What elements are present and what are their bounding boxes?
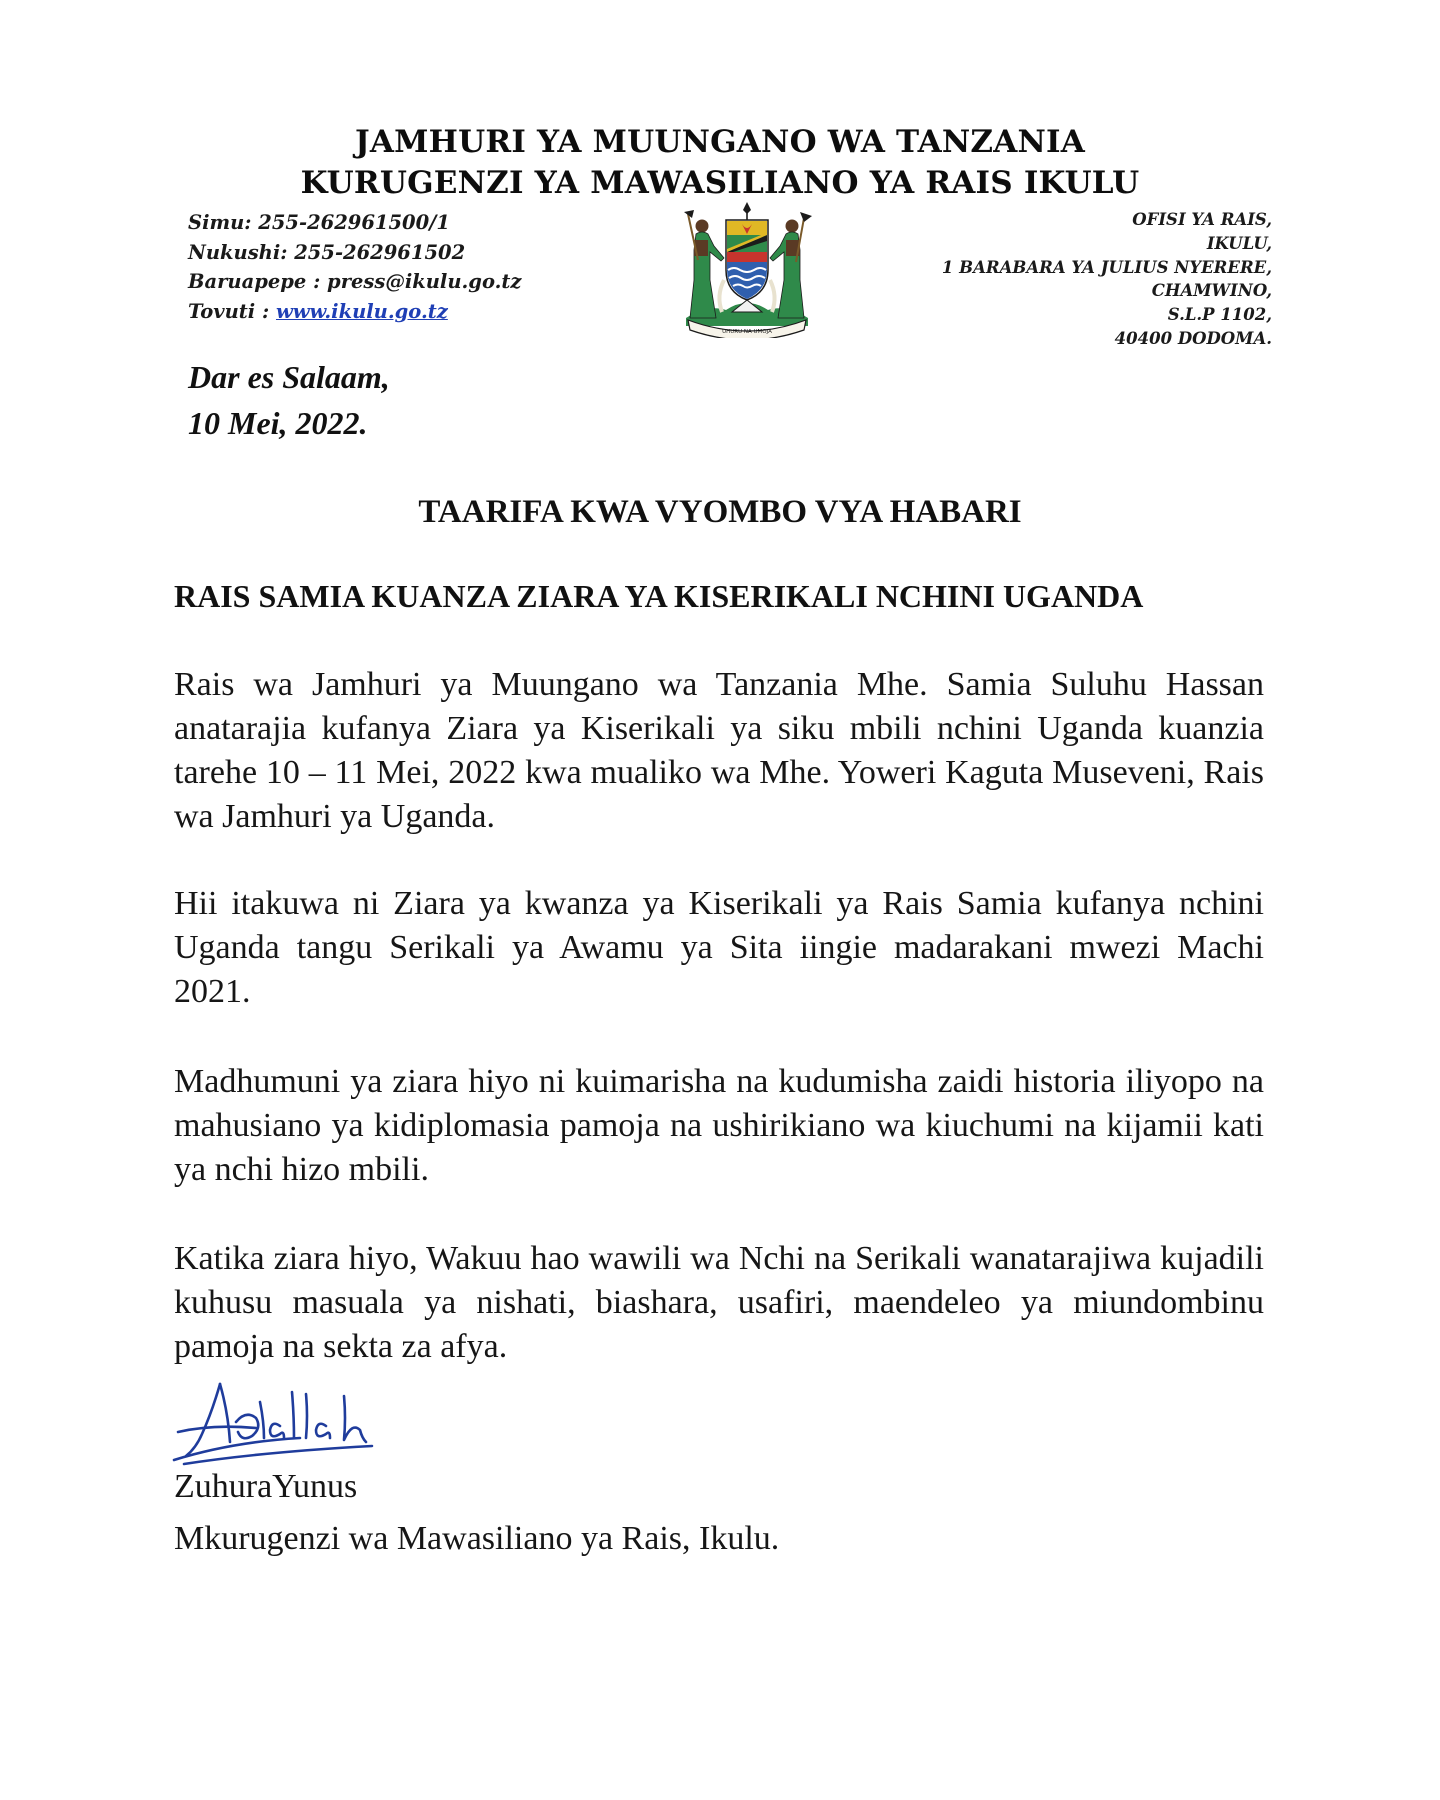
body-paragraph: Rais wa Jamhuri ya Muungano wa Tanzania Mhe. Samia Suluhu Hassan anatarajia kufanya Ziara ya Kiserikali ya siku mbili nchini Uganda kuanzia tarehe 10 – 11 Mei, 2022 kwa mualiko wa Mhe. Yoweri Kaguta Museveni, Rais wa Jamhuri ya Uganda.	[174, 666, 1264, 835]
motto-text: UHURU NA UMOJA	[722, 329, 772, 335]
address-line: IKULU,	[1206, 233, 1272, 253]
fax-number: Nukushi: 255-262961502	[188, 240, 466, 264]
signer-title: Mkurugenzi wa Mawasiliano ya Rais, Ikulu.	[174, 1520, 780, 1557]
contact-block	[188, 208, 521, 326]
website-label: Tovuti :	[188, 299, 276, 323]
date-block	[188, 354, 390, 446]
address-line: S.L.P 1102,	[1167, 305, 1272, 325]
address-line: 1 BARABARA YA JULIUS NYERERE,	[941, 257, 1272, 277]
tanzania-coat-of-arms-icon	[668, 200, 826, 338]
issue-place: Dar es Salaam,	[188, 359, 390, 395]
letterhead-title: JAMHURI YA MUUNGANO WA TANZANIA	[355, 124, 1085, 160]
address-line: 40400 DODOMA.	[1114, 328, 1272, 348]
body-paragraph: Madhumuni ya ziara hiyo ni kuimarisha na kudumisha zaidi historia iliyopo na mahusiano ya kidiplomasia pamoja na ushirikiano wa kiuchumi na kijamii kati ya nchi hizo mbili.	[174, 1063, 1264, 1188]
release-title: TAARIFA KWA VYOMBO VYA HABARI	[418, 494, 1022, 530]
body-paragraph: Hii itakuwa ni Ziara ya kwanza ya Kiserikali ya Rais Samia kufanya nchini Uganda tangu Serikali ya Awamu ya Sita iingie madarakani mwezi Machi 2021.	[174, 885, 1264, 1010]
address-line: OFISI YA RAIS,	[1132, 210, 1272, 229]
release-subtitle: RAIS SAMIA KUANZA ZIARA YA KISERIKALI NCHINI UGANDA	[174, 578, 1144, 614]
issue-date: 10 Mei, 2022.	[188, 405, 368, 441]
body-paragraph: Katika ziara hiyo, Wakuu hao wawili wa Nchi na Serikali wanatarajiwa kujadili kuhusu masuala ya nishati, biashara, usafiri, maendeleo ya miundombinu pamoja na sekta za afya.	[174, 1240, 1264, 1365]
email-address: Baruapepe : press@ikulu.go.tz	[188, 270, 522, 293]
letterhead-subtitle: KURUGENZI YA MAWASILIANO YA RAIS IKULU	[300, 165, 1140, 201]
phone-number: Simu: 255-262961500/1	[188, 211, 450, 234]
website-link[interactable]: www.ikulu.go.tz	[275, 299, 448, 323]
website-row	[188, 297, 521, 327]
signer-name: ZuhuraYunus	[174, 1468, 358, 1505]
address-line: CHAMWINO,	[1151, 281, 1272, 301]
office-address-block	[942, 208, 1272, 351]
handwritten-signature-icon	[172, 1372, 408, 1468]
